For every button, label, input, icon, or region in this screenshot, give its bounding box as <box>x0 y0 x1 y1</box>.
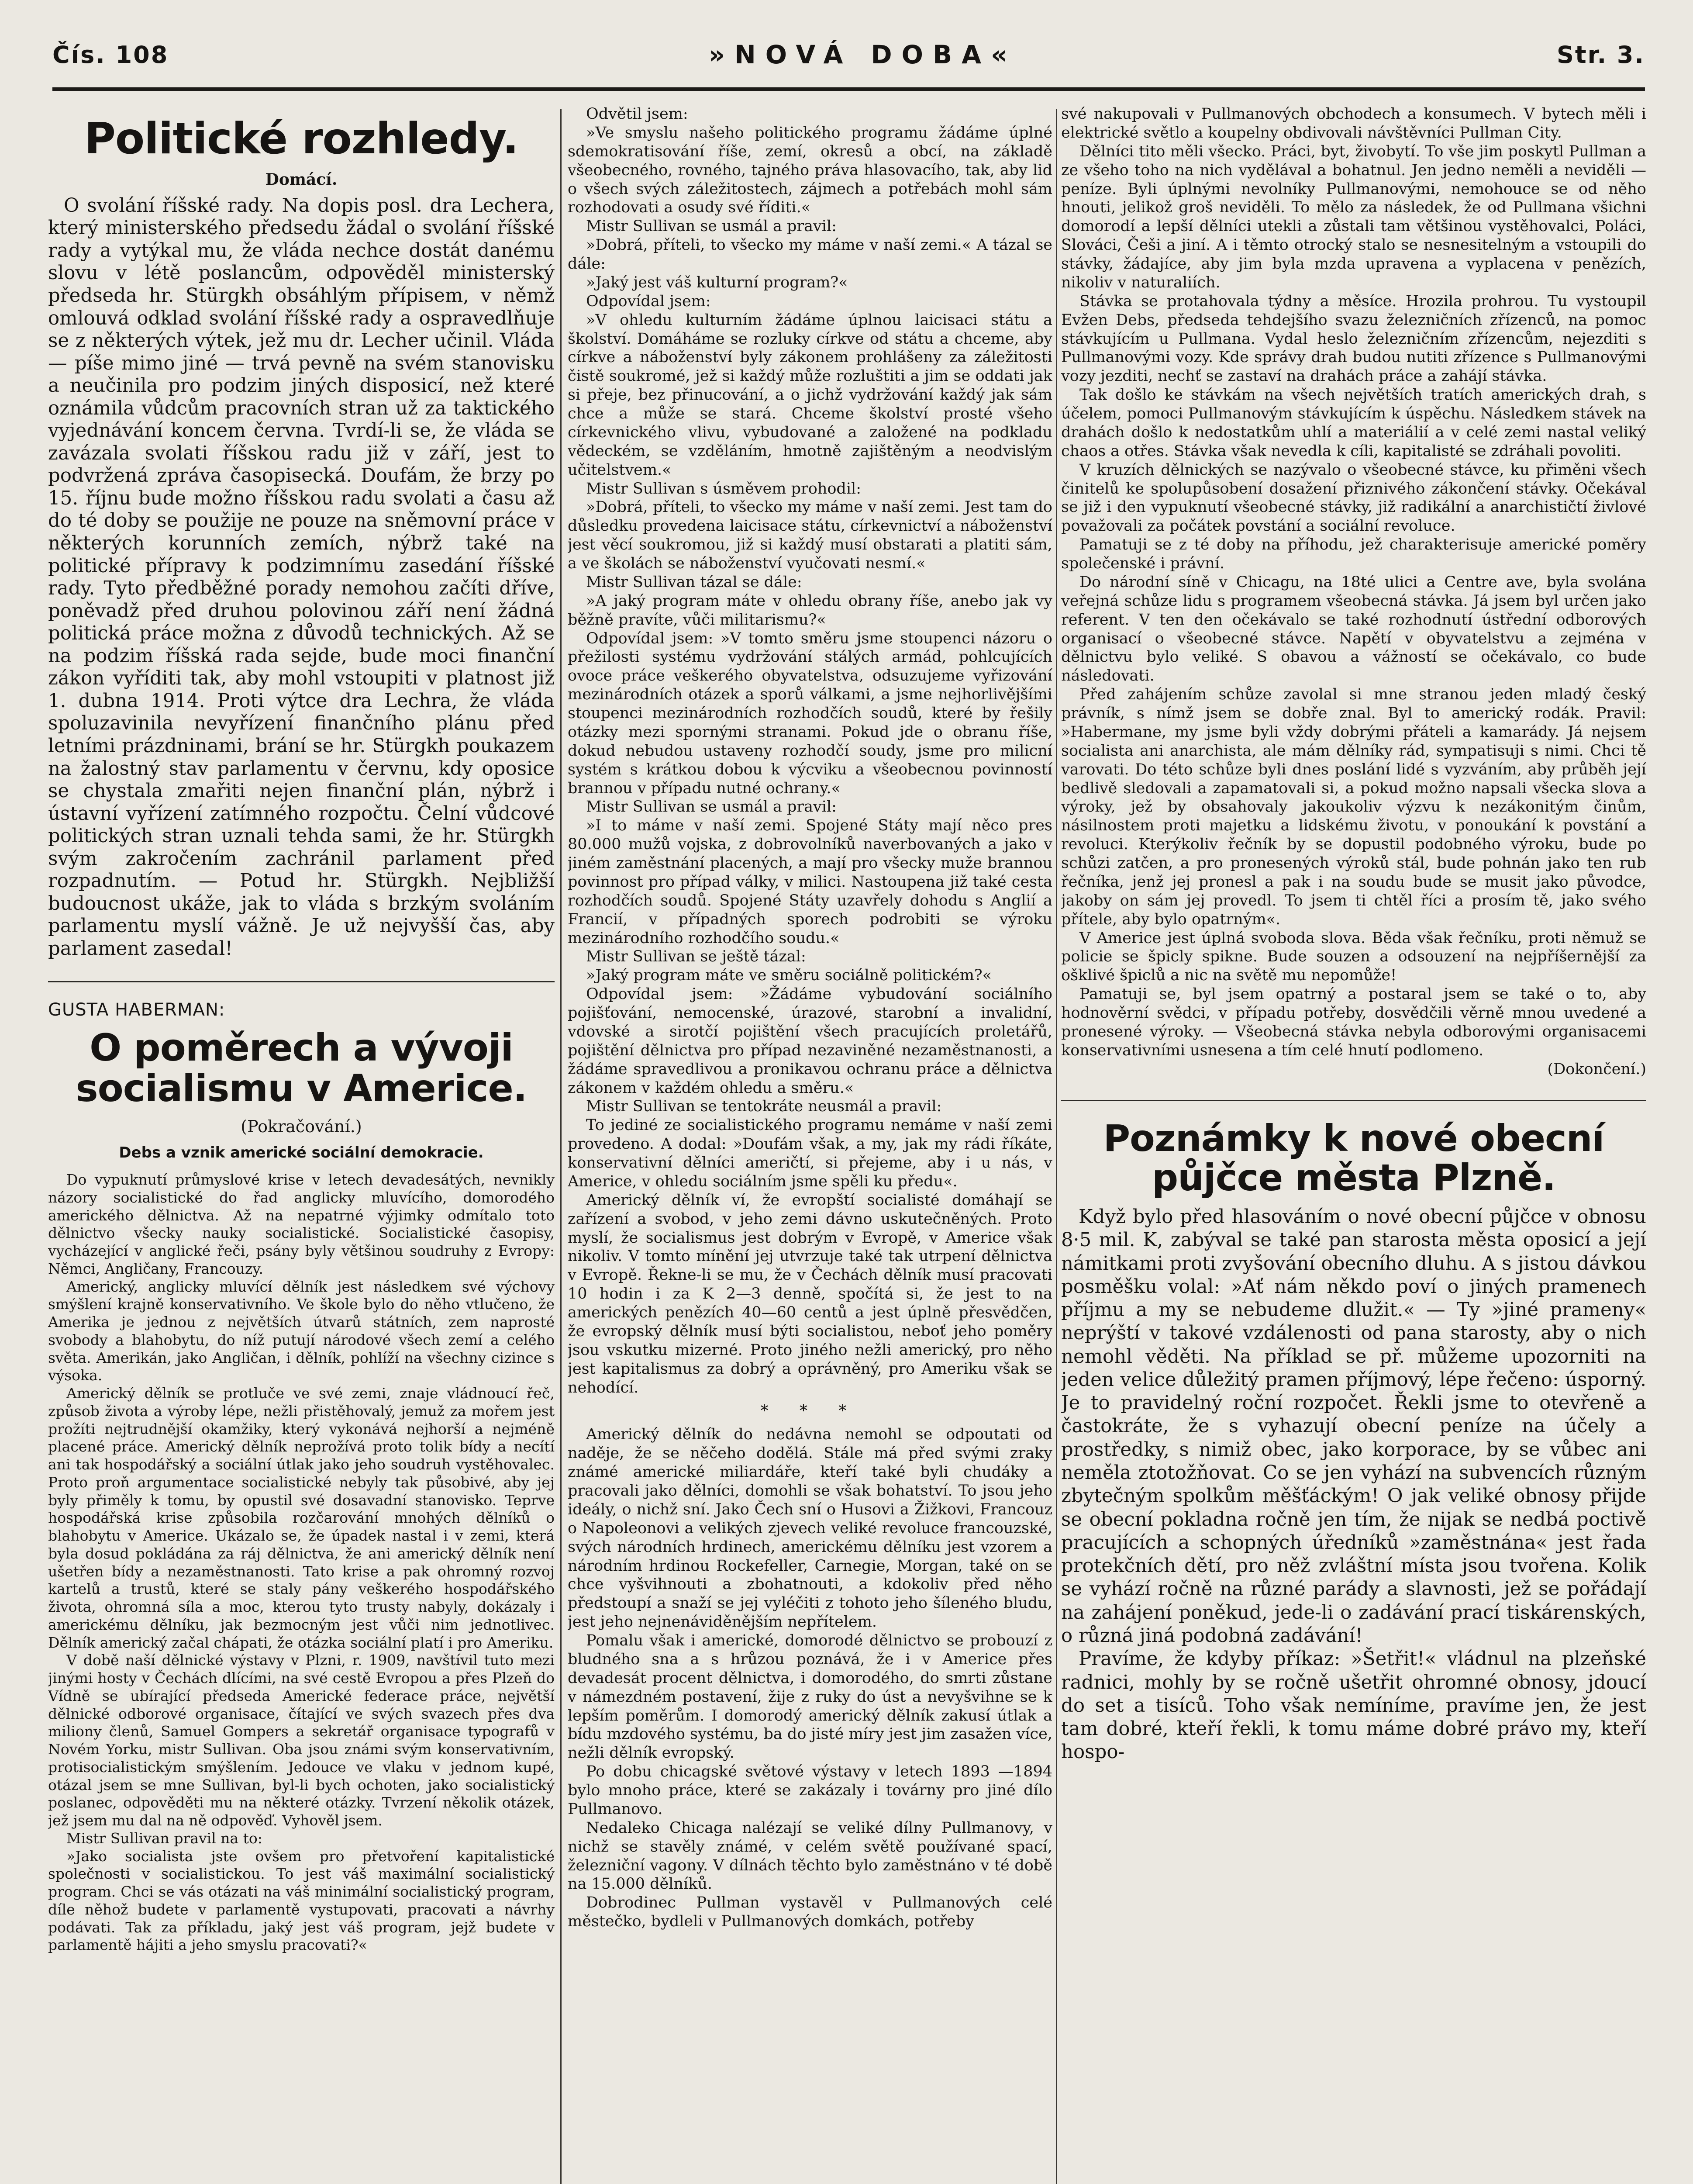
article-paragraph: V kruzích dělnických se nazývalo o všeobecné stávce, ku přiměni všech činitelů ke spolupůsobení dosažení přiznivého zákončení stávky. Očekával se již i den vypuknutí všeobecné stávky, již radikální a anarchističtí živlové považovali za počátek povstání a sociální revoluce. <box>1061 461 1646 535</box>
article-paragraph: »Dobrá, příteli, to všecko my máme v naší zemi.« A tázal se dále: <box>568 236 1052 273</box>
article-paragraph: své nakupovali v Pullmanových obchodech a konsumech. V bytech měli i elektrické světlo a koupelny obdivovali návštěvníci Pullman City. <box>1061 105 1646 142</box>
article-paragraph: »Ve smyslu našeho politického programu žádáme úplné sdemokratisování říše, zemí, okresů a obcí, na základě všeobecného, rovného, tajného práva hlasovacího, tak, aby lid o všech svých záležitostech, zájmech a potřebách mohl sám rozhodovati a osudy své říditi.« <box>568 124 1052 217</box>
author-byline: GUSTA HABERMAN: <box>48 1000 225 1020</box>
article-paragraph: Mistr Sullivan se tentokráte neusmál a pravil: <box>586 1098 942 1116</box>
article-paragraph: »I to máme v naší zemi. Spojené Státy mají něco pres 80.000 mužů vojska, z dobrovolníků naverbovaných a jako v jiném zaměstnání placených, a mají pro všecky muže brannou povinnost pro případ války, v milici. Nastoupena již také cesta rozhodčích soudů. Spojené Státy uzavřely dohodu s Anglií a Francií, v případných sporech podrobiti se výroku mezinárodního rozhodčího soudu.« <box>568 817 1052 947</box>
column-1 <box>48 105 555 2184</box>
article-paragraph: Mistr Sullivan s úsměvem prohodil: <box>586 480 862 498</box>
article-paragraph: Do vypuknutí průmyslové krise v letech devadesátých, nevnikly názory socialistické do řad anglicky mluvícího, domorodého amerického dělnictva. Až na nepatrné výjimky odmítalo toto dělnictvo všecky nauky socialistické. Socialistické časopisy, vycházející v anglické řeči, psány byly většinou soudruhy z Evropy: Němci, Angličany, Francouzy. <box>48 1171 555 1277</box>
article-paragraph: »Dobrá, příteli, to všecko my máme v naší zemi. Jest tam do důsledku provedena laicisace státu, církevnictví a náboženství jest věcí soukromou, již si každý musí obstarati a platiti sám, a ve školách se náboženství vyučovati nesmí.« <box>568 498 1052 572</box>
article-paragraph: Americký, anglicky mluvící dělník jest následkem své výchovy smýšlení krajně konservativního. Ve škole bylo do něho vtlučeno, že Amerika je jednou z největších útvarů státních, zem naprosté svobody a blahobytu, do níž putují národové všech zemí a celého světa. Amerikán, jako Angličan, i dělník, pohlíží na všechny cizince s výsoka. <box>48 1278 555 1384</box>
article-paragraph: V Americe jest úplná svoboda slova. Běda však řečníku, proti němuž se policie se špicly spikne. Bude souzen a odsouzení na nejpříšernější za ošklivé špiclů a nic na světě mu nepomůže! <box>1061 929 1646 985</box>
article-paragraph: Mistr Sullivan se ještě tázal: <box>586 948 806 966</box>
page-number-right: Str. 3. <box>1556 41 1645 69</box>
article-paragraph: Pamatuji se, byl jsem opatrný a postaral jsem se také o to, aby hodnověrní svědci, v případu potřeby, dosvědčili věrně mnou uvedené a pronesené výroky. — Všeobecná stávka nebyla odborovými organisacemi konservativními usnesena a tím celé hnutí podlomeno. <box>1061 985 1646 1059</box>
article-paragraph: Mistr Sullivan se usmál a pravil: <box>586 798 837 816</box>
article-paragraph: O svolání říšské rady. Na dopis posl. dra Lechera, který ministerského předsedu žádal o svolání říšské rady a vytýkal mu, že vláda nechce dostát danému slovu v létě poslancům, odpověděl ministerský předseda hr. Stürgkh obsáhlým přípisem, v němž omlouvá odklad svolání říšské rady a ospravedlňuje se z některých výtek, jež mu dr. Lecher učinil. Vláda — píše mimo jiné — trvá pevně na svém stanovisku a neučinila pro podzim jiných disposicí, než které oznámila vůdcům pracovních stran už za taktického vyjednávání koncem června. Tvrdí-li se, že vláda se zavázala svolati říšskou radu již v září, jest to podvržená zpráva časopisecká. Doufám, že brzy po 15. říjnu bude možno říšskou radu svolati a času až do té doby se použije ne pouze na sněmovní práce v některých korunních zemích, nýbrž také na politické přípravy k podzimnímu zasedání říšské rady. Tyto předběžné porady nemohou začíti dříve, poněvadž před druhou polovinou září není žádná politická práce možna z důvodů technických. Až se na podzim říšská rada sejde, bude moci finanční zákon vyříditi tak, aby mohl vstoupiti v platnost již 1. dubna 1914. Proti výtce dra Lechra, že vláda spoluzavinila nevyřízení finančního plánu před letními prázdninami, brání se hr. Stürgkh poukazem na žalostný stav parlamentu v červnu, kdy oposice se chystala zmařiti nejen finanční plán, nýbrž i ústavní vyřízení zatímného rozpočtu. Čelní vůdcové politických stran uznali tehda sami, že hr. Stürgkh svým zakročením zachránil parlament před rozpadnutím. — Potud hr. Stürgkh. Nejbližší budoucnost ukáže, jak to vláda s brzkým svoláním parlamentu myslí vážně. Je už nejvyšší čas, aby parlament zasedal! <box>48 194 555 960</box>
article-paragraph: To jediné ze socialistického programu nemáme v naší zemi provedeno. A dodal: »Doufám však, a my, jak my rádi říkáte, konservativní dělníci američtí, si přejeme, aby i u nás, v Americe, v ohledu sociálním jsme spěli ku předu«. <box>568 1116 1052 1190</box>
section-stars: * * * <box>760 1402 860 1420</box>
continued-note: (Pokračování.) <box>241 1117 362 1137</box>
article-paragraph: »Jaký program máte ve směru sociálně politickém?« <box>586 967 992 985</box>
article-paragraph: »V ohledu kulturním žádáme úplnou laicisaci státu a školství. Domáháme se rozluky církve od státu a chceme, aby církve a náboženství byly zákonem prohlášeny za záležitosti čistě soukromé, jež si každý může rozluštiti a jim se oddati jak si přeje, bez přinucování, a o jichž vydržování každý jak sám chce a může se stará. Chceme školství prosté všeho církevnického vlivu, vybudované a založené na podkladu vědeckém, se vzděláním, hmotně zajištěným a neodvislým učitelstvem.« <box>568 311 1052 479</box>
column-2 <box>568 105 1052 2184</box>
article-paragraph: Odvětil jsem: <box>586 105 688 123</box>
article-paragraph: »Jaký jest váš kulturní program?« <box>586 273 848 291</box>
column-rule-1 <box>560 109 562 2184</box>
article-paragraph: Odpovídal jsem: <box>586 292 711 310</box>
article-paragraph: Odpovídal jsem: »Žádáme vybudování sociálního pojišťování, nemocenské, úrazové, starobní a invalidní, vdovské a sirotčí pojištění všech pracujících proletářů, pojištění dělnictva pro případ nezaviněné nezaměstnanosti, a žádáme spravedlivou a pronikavou ochranu práce a dělnictva zákonem v každém ohledu a směru.« <box>568 985 1052 1097</box>
page-number-left: Čís. 108 <box>52 41 169 69</box>
article-paragraph: Pomalu však i americké, domorodé dělnictvo se probouzí z bludného sna a s hrůzou poznává, že i v Americe přes devadesát procent dělnictva, i domorodého, do smrti zůstane v námezdném postavení, žije z ruky do úst a nevyšvihne se k lepším poměrům. I domorodý americký dělník zakusí útlak a bídu mzdového systému, ba do jisté míry jest jim zasažen více, nežli dělník evropský. <box>568 1632 1052 1762</box>
article-paragraph: Dělníci tito měli všecko. Práci, byt, živobytí. To vše jim poskytl Pullman a ze všeho toho na nich vydělával a bohatnul. Jen jedno neměli a neviděli — peníze. Byli úplnými nevolníky Pullmanovými, nemohouce se od něho hnouti, jelikož groš neviděli. To mělo za následek, že od Pullmana všichni domorodí a lepší dělníci utekli a zůstali tam většinou vystěhovalci, Poláci, Slováci, Češi a jiní. A i těmto otrocký stalo se nesnesitelným a vstoupili do stávky, žádajíce, aby jim byla mzda upravena a vyplacena v penězích, nikoliv v naturaliích. <box>1061 142 1646 291</box>
masthead: »NOVÁ DOBA« <box>708 40 1017 69</box>
column-3 <box>1061 105 1646 2184</box>
article-paragraph: Stávka se protahovala týdny a měsíce. Hrozila prohrou. Tu vystoupil Evžen Debs, předseda tehdejšího svazu železničních zřízenců, na pomoc stávkujícím u Pullmana. Vydal heslo železničním zřízencům, nejezditi s Pullmanovými vozy. Kde správy drah budou nutiti zřízence s Pullmanovými vozy jezditi, nechť se zastaví na drahách práce a zahájí stávka. <box>1061 292 1646 385</box>
article-paragraph: Pamatuji se z té doby na příhodu, jež charakterisuje americké poměry společenské i právní. <box>1061 536 1646 572</box>
article-paragraph: Mistr Sullivan tázal se dále: <box>586 573 802 591</box>
article-paragraph: Po dobu chicagské světové výstavy v letech 1893 —1894 bylo mnoho práce, které se zakázaly i továrny pro jiné dílo Pullmanovo. <box>568 1763 1052 1818</box>
article-paragraph: Americký dělník ví, že evropští socialisté domáhají se zařízení a svobod, v jeho zemi dávno uskutečněných. Proto myslí, že socialismus jest dobrým v Evropě, v Americe však nikoliv. V tomto mínění jej utvrzuje také tak utrpení dělnictva v Evropě. Řekne-li se mu, že v Čechách dělník musí pracovati 10 hodin i za K 2—3 denně, spočítá si, že jest to na amerických penězích 40—60 centů a jest úplně přesvědčen, že evropský dělník musí býti socialistou, neboť jeho poměry jsou vskutku mizerné. Proto jiného nežli americký, pro něho jest kapitalismus za dobrý a oprávněný, pro Ameriku však se nehodící. <box>568 1191 1052 1396</box>
headline-municipal-loan: Poznámky k nové obecní půjčce města Plzně. <box>1103 1116 1604 1199</box>
article-paragraph: »A jaký program máte v ohledu obrany říše, anebo jak vy běžně pravíte, vůči militarismu?« <box>568 592 1052 629</box>
article-paragraph: Dobrodinec Pullman vystavěl v Pullmanových celé městečko, bydleli v Pullmanových domkách, potřeby <box>568 1894 1052 1931</box>
article-paragraph: Do národní síně v Chicagu, na 18té ulici a Centre ave, byla svolána veřejná schůze lidu s programem všeobecná stávka. Já jsem byl určen jako referent. V ten den očekávalo se také rozhodnutí ústřední odborových organisací o všeobecné stávce. Napětí v obyvatelstvu a zejména v dělnictvu bylo veliké. S obavou a vážností se očekávalo, co bude následovati. <box>1061 573 1646 685</box>
article-paragraph: »Jako socialista jste ovšem pro přetvoření kapitalistické společnosti v socialistickou. To jest váš maximální socialistický program. Chci se vás otázati na váš minimální socialistický program, díle něhož budete v parlamentě vystupovati, pracovati a návrhy podávati. Tak za příkladu, jaký jest váš program, jejž budete v parlamentě hájiti a jeho smyslu pracovati?« <box>48 1847 555 1954</box>
article-paragraph: V době naší dělnické výstavy v Plzni, r. 1909, navštívil tuto mezi jinými hosty v Čechách dlícími, na své cestě Evropou a přes Plzeň do Vídně se ubírající předseda Americké federace práce, největší dělnické odborové organisace, čítající ve svých svazech přes dva miliony členů, Samuel Gompers a sekretář organisace typografů v Novém Yorku, mistr Sullivan. Oba jsou známi svým konservativním, protisocialistickým smýšlením. Jedouce ve vlaku v jednom kupé, otázal jsem se mne Sullivan, byl-li bych ochoten, jako socialistický poslanec, odpověděti mu na některé otázky. Tvrzení několik otázek, jež jsem mu dal na ně odpověď. Vyhověl jsem. <box>48 1652 555 1829</box>
article-paragraph: Odpovídal jsem: »V tomto směru jsme stoupenci názoru o přežilosti systému vydržování stálých armád, pohlcujících ovoce práce veškerého obyvatelstva, odsuzujeme vyřizování mezinárodních otázek a sporů válkami, a jsme nejhorlivějšími stoupenci mezinárodních rozhodčích soudů, které by řešily otázky mezi spornými stranami. Pokud jde o obranu říše, dokud nebudou ustaveny rozhodčí soudy, jsme pro milicní systém s krátkou dobou k výcviku a všeobecnou povinností brannou v případu nutné ochrany.« <box>568 629 1052 797</box>
article-paragraph: Před zahájením schůze zavolal si mne stranou jeden mladý český právník, s nímž jsem se dobře znal. Byl to americký rodák. Pravil: »Habermane, my jsme byli vždy dobrými přáteli a kamarády. Já nejsem socialista ani anarchista, ale mám dělníky rád, sympatisuji s nimi. Chci tě varovati. Do této schůze byli dnes poslání lidé s vyzváním, aby průběh její bedlivě sledovali a zapamatovali si, a pokud možno napsali všecka slova a výroky, jež by obsahovaly jakoukoliv výzvu k nezákonitým činům, násilnostem proti majetku a lidskému životu, v ponoukání k povstání a revoluci. Kterýkoliv řečník by se dopustil podobného výroku, bude po schůzi zatčen, a pro pronesených výroků stál, bude pohnán jako ten rub řečníka, jenž jej pronesl a pak i na soudu bude se musit jako původce, jakoby on sám jej provedl. To jsem ti chtěl říci a prosím tě, jako svého přítele, aby bylo opatrným«. <box>1061 686 1646 928</box>
article-separator <box>1061 1100 1646 1101</box>
page-header <box>52 22 1645 91</box>
section-domestic: Domácí. <box>265 170 338 189</box>
headline-socialism-america: O poměrech a vývoji socialismu v Americe. <box>76 1026 527 1111</box>
article-paragraph: Americký dělník do nedávna nemohl se odpoutati od naděje, že se něčeho dodělá. Stále má před svými zraky známé americké miliardáře, kteří také byli chudáky a pracovali jako dělníci, domohli se však bohatství. To jsou jeho ideály, o nichž sní. Jako Čech sní o Husovi a Žižkovi, Francouz o Napoleonovi a velikých zjevech veliké revoluce francouzské, svých národních hrdinech, americkému dělníku jest vzorem a národním hrdinou Rockefeller, Carnegie, Morgan, také on se chce vyšvihnouti a zbohatnouti, a kdokoliv před něho předstoupí a snaží se jej vyléčiti z tohoto jeho šíleného bludu, jest jeho nejnenáviděnějším nepřítelem. <box>568 1426 1052 1631</box>
article-paragraph: Nedaleko Chicaga nalézají se veliké dílny Pullmanovy, v nichž se stavěly známé, v celém světě používané spací, železniční vagony. V dílnách těchto bylo zaměstnáno v té době na 15.000 dělníků. <box>568 1819 1052 1893</box>
article-paragraph: Když bylo před hlasováním o nové obecní půjčce v obnosu 8·5 mil. K, zabýval se také pan starosta města oposicí a její námitkami proti zvyšování obecního dluhu. A s jistou dávkou posměšku volal: »Ať nám někdo poví o jiných pramenech příjmu a my se nebudeme dlužit.« — Ty »jiné prameny« neprýští v takové vzdálenosti od pana starosty, aby o nich nemohl věděti. Na příklad se př. můžeme upozorniti na jeden velice důležitý pramen příjmový, lépe řečeno: úsporný. Je to pravidelný roční rozpočet. Řekli jsme to otevřeně a častokráte, že s vyhazují obecní peníze na účely a prostředky, s nimiž obec, jako korporace, by se vůbec ani neměla ztotožňovat. Co se jen vyhází na subvencích různým zbytečným spolkům měšťáckým! O jak veliké obnosy přijde se obecní pokladna ročně jen tím, že nijak se nedbá poctivě pracujících a schopných úředníků »zaměstnána« jest řada protekčních dětí, pro něž zvláštní místa jsou tvořena. Kolik se vyhází ročně na různé parády a slavnosti, jež se pořádají na zahájení poněkud, jede-li o zadávání prací tiskárenských, o různá jiná podobná zadávání! <box>1061 1206 1646 1647</box>
article-paragraph: Americký dělník se protluče ve své zemi, znaje vládnoucí řeč, způsob života a výroby lépe, nežli přistěhovalý, jemuž za mořem jest prožíti nejtrudnější okamžiky, který vykonává nejhorší a nejméně placené práce. Americký dělník neprožívá proto tolik bídy a necítí ani tak hospodářský a sociální útlak jako jeho soudruh vystěhovalec. Proto proň argumentace socialistické nebyly tak působivé, aby jej byly přiměly k tomu, by opustil své dosavadní stanovisko. Teprve hospodářská krise způsobila rozčarování mnohých dělníků o blahobytu v Americe. Ukázalo se, že úpadek nastal i v zemi, která byla dosud pokládána za ráj dělnictva, že ani americký dělník není ušetřen bídy a nezaměstnanosti. Tato krise a pak ohromný rozvoj kartelů a trustů, které se staly pány veškerého hospodářského života, ohromná síla a moc, kterou tyto trusty nabyly, dokázaly i americkému dělníku, jak bezmocným jest vůči nim jednotlivec. Dělník americký začal chápati, že otázka sociální platí i pro Ameriku. <box>48 1385 555 1651</box>
article-paragraph: Pravíme, že kdyby příkaz: »Šetřit!« vládnul na plzeňské radnici, mohly by se ročně ušetřit ohromné obnosy, jdoucí do set a tisíců. Toho však nemíníme, pravíme jen, že jest tam dobré, kteří řekli, k tomu máme dobré právo my, kteří hospo- <box>1061 1648 1646 1763</box>
continuation-note: (Dokončení.) <box>1547 1060 1646 1078</box>
article-paragraph: Mistr Sullivan se usmál a pravil: <box>586 218 837 235</box>
article-paragraph: Tak došlo ke stávkám na všech největších tratích amerických drah, s účelem, pomoci Pullmanovým stávkujícím k úspěchu. Následkem stávek na drahách došlo k nedostatkům uhlí a materiálií a v celé zemi nastal veliký chaos a otřes. Stávka však nevedla k cíli, kapitalisté se zdráhali povoliti. <box>1061 386 1646 460</box>
article-separator <box>48 981 555 982</box>
article-paragraph: Mistr Sullivan pravil na to: <box>66 1829 262 1847</box>
column-rule-2 <box>1056 109 1057 2184</box>
headline-political-overview: Politické rozhledy. <box>84 114 518 164</box>
subsection-title: Debs a vznik americké sociální demokracie. <box>119 1144 484 1162</box>
